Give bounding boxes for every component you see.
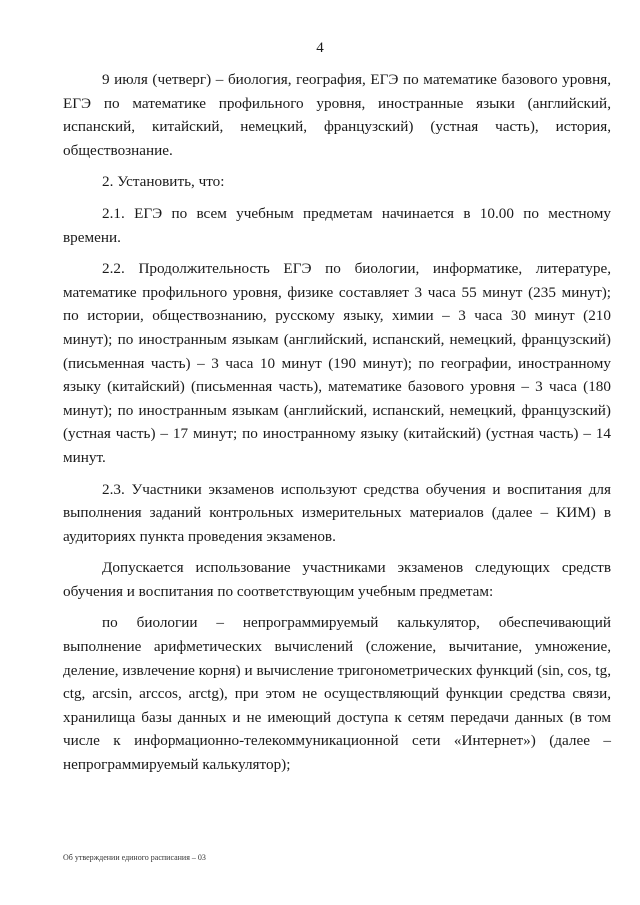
paragraph-2-1-start-time: 2.1. ЕГЭ по всем учебным предметам начинается в 10.00 по местному времени. xyxy=(63,204,611,246)
document-body xyxy=(63,68,611,785)
paragraph-schedule-july-9: 9 июля (четверг) – биология, география, ЕГЭ по математике базового уровня, ЕГЭ по математике профильного уровня, иностранные языки (английский, испанский, китайский, немецкий, французский) (устная часть), история, обществознание. xyxy=(63,71,611,159)
page-footer: Об утверждении единого расписания – 03 xyxy=(63,853,206,862)
paragraph-establish: 2. Установить, что: xyxy=(102,173,225,191)
paragraph-2-2-duration: 2.2. Продолжительность ЕГЭ по биологии, информатике, литературе, математике профильного уровня, физике составляет 3 часа 55 минут (235 минут); по истории, обществознанию, русскому языку, химии – 3 часа 30 минут (210 минут); по иностранным языкам (английский, испанский, немецкий, французский) (письменная часть) – 3 часа 10 минут (190 минут); по географии, иностранному языку (китайский) (письменная часть), математике базового уровня – 3 часа (180 минут); по иностранным языкам (английский, испанский, немецкий, французский) (устная часть) – 17 минут; по иностранному языку (китайский) (устная часть) – 14 минут. xyxy=(63,260,611,466)
paragraph-biology-calculator: по биологии – непрограммируемый калькулятор, обеспечивающий выполнение арифметических вычислений (сложение, вычитание, умножение, деление, извлечение корня) и вычисление тригонометрических функций (sin, cos, tg, ctg, arcsin, arccos, arctg), при этом не осуществляющий функции средства связи, хранилища базы данных и не имеющий доступа к сетям передачи данных (в том числе к информационно-телекоммуникационной сети «Интернет») (далее – непрограммируемый калькулятор); xyxy=(63,614,611,774)
page-number: 4 xyxy=(316,40,324,56)
paragraph-allowed-aids: Допускается использование участниками экзаменов следующих средств обучения и воспитания по соответствующим учебным предметам: xyxy=(63,559,611,600)
paragraph-2-3-learning-aids: 2.3. Участники экзаменов используют средства обучения и воспитания для выполнения заданий контрольных измерительных материалов (далее – КИМ) в аудиториях пункта проведения экзаменов. xyxy=(63,480,611,545)
